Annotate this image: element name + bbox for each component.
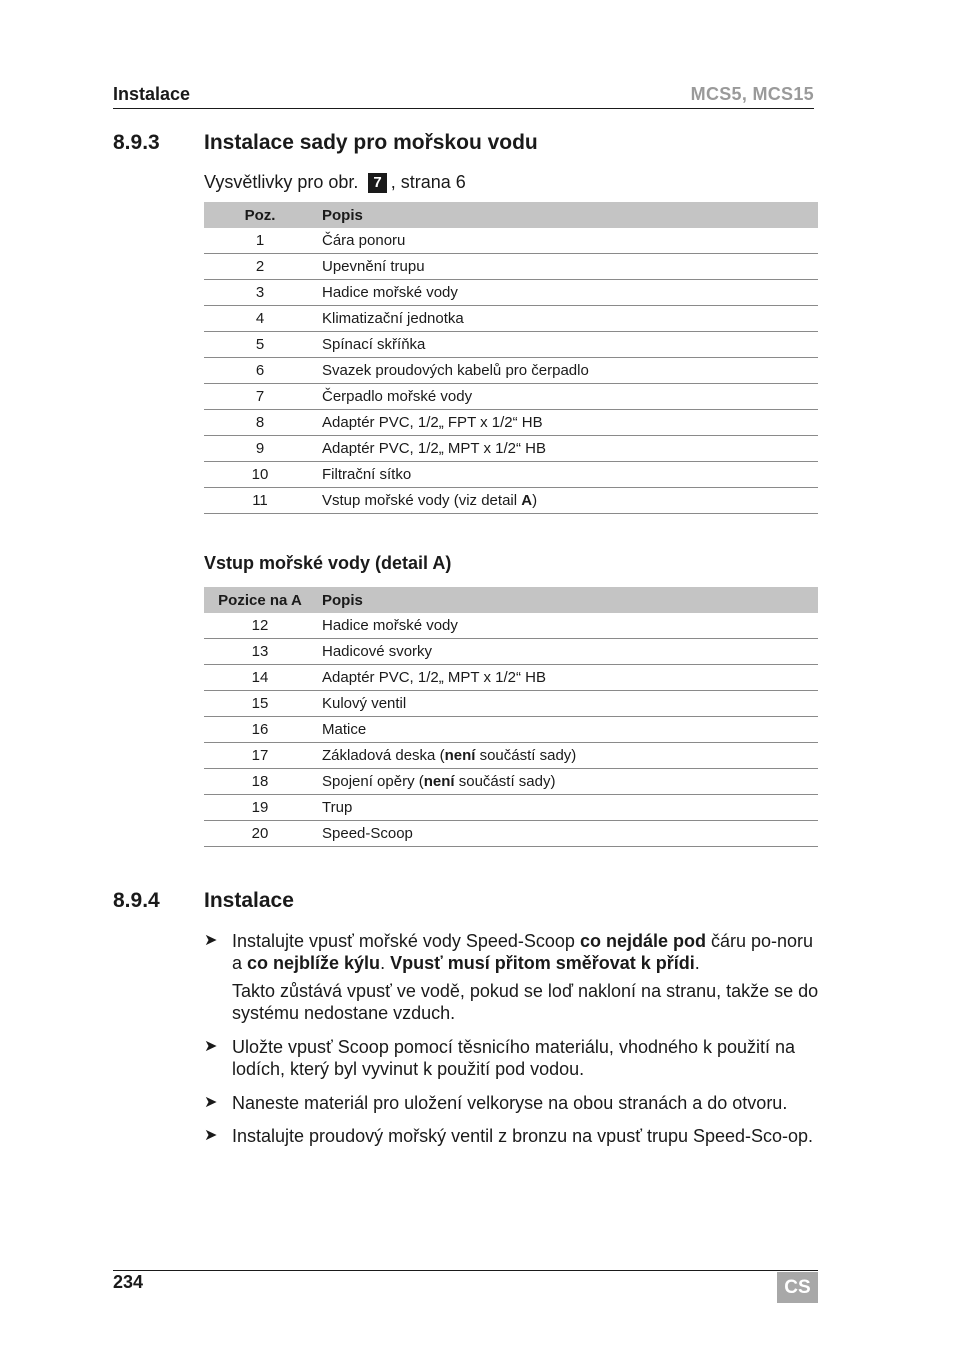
cell-bold-text: není [423,773,455,790]
bold-run: co nejblíže kýlu [247,953,381,973]
section-number: 8.9.4 [113,889,160,912]
cell-position: 8 [204,410,316,436]
table-row [204,410,818,436]
table-header-row [204,587,818,613]
cell-description: Hadice mořské vody [316,280,818,306]
bold-run: co nejdále pod [579,931,706,951]
table-row [204,769,818,795]
instruction-text [232,930,820,974]
cell-position: 20 [204,821,316,847]
cell-description: Speed-Scoop [316,821,818,847]
cell-description: Filtrační sítko [316,462,818,488]
header-divider [113,108,814,109]
cell-description: Čára ponoru [316,228,818,254]
column-header-description: Popis [316,202,818,228]
footer-divider [113,1270,818,1271]
cell-description: Adaptér PVC, 1/2„ MPT x 1/2“ HB [316,665,818,691]
cell-text: součástí sady) [475,747,577,764]
cell-position: 7 [204,384,316,410]
instruction-text: Instalujte proudový mořský ventil z bronzu na vpusť trupu Speed-Sco-op. [232,1126,814,1146]
table-header-row [204,202,818,228]
subheading-detail-a: Vstup mořské vody (detail A) [204,553,452,573]
cell-description: Upevnění trupu [316,254,818,280]
cell-bold-text: není [444,747,476,764]
cell-position: 15 [204,691,316,717]
cell-position: 13 [204,639,316,665]
cell-position: 10 [204,462,316,488]
cell-description: Hadice mořské vody [316,613,818,639]
instruction-step [204,930,820,974]
table-row [204,821,818,847]
text-run: . [380,953,391,973]
table-row [204,462,818,488]
page-number: 234 [113,1272,144,1292]
bold-run: Vpusť musí přitom směřovat k přídi [390,953,695,973]
cell-position: 18 [204,769,316,795]
table-row [204,280,818,306]
table-row [204,795,818,821]
detail-a-table [204,587,818,847]
cell-position: 17 [204,743,316,769]
cell-description [316,743,818,769]
legend-intro [204,172,466,193]
table-row [204,488,818,514]
figure-ref-badge: 7 [368,173,386,193]
running-header-model: MCS5, MCS15 [690,84,814,104]
table-row [204,639,818,665]
cell-position: 6 [204,358,316,384]
column-header-description: Popis [316,587,818,613]
cell-position: 4 [204,306,316,332]
instruction-step [204,1036,820,1080]
legend-intro-text: Vysvětlivky pro obr. [204,172,359,192]
table-row [204,436,818,462]
cell-description [316,769,818,795]
cell-description: Matice [316,717,818,743]
instruction-text: Naneste materiál pro uložení velkoryse na obou stranách a do otvoru. [232,1093,788,1113]
cell-bold-text: A [521,492,533,509]
table-row [204,358,818,384]
cell-position: 16 [204,717,316,743]
cell-description: Kulový ventil [316,691,818,717]
cell-description: Klimatizační jednotka [316,306,818,332]
cell-description [316,488,818,514]
cell-text: ) [532,492,538,509]
table-row [204,691,818,717]
cell-text: Vstup mořské vody (viz detail [322,492,522,509]
cell-position: 14 [204,665,316,691]
cell-description: Spínací skříňka [316,332,818,358]
cell-description: Adaptér PVC, 1/2„ FPT x 1/2“ HB [316,410,818,436]
table-row [204,717,818,743]
cell-position: 11 [204,488,316,514]
cell-position: 12 [204,613,316,639]
cell-text: součástí sady) [454,773,556,790]
arrow-bullet-icon: ➤ [204,1094,218,1111]
legend-intro-page: , strana 6 [390,172,466,192]
arrow-bullet-icon: ➤ [204,932,218,949]
table-row [204,613,818,639]
instruction-step [204,1092,820,1114]
column-header-position: Pozice na A [204,587,316,613]
legend-table [204,202,818,514]
table-row [204,228,818,254]
table-row [204,665,818,691]
section-title: Instalace sady pro mořskou vodu [204,131,538,154]
cell-position: 19 [204,795,316,821]
cell-position: 5 [204,332,316,358]
cell-position: 9 [204,436,316,462]
text-run: . [694,953,700,973]
cell-position: 1 [204,228,316,254]
cell-description: Trup [316,795,818,821]
text-run: čáru po-noru a [232,931,814,973]
language-tab: CS [777,1272,818,1303]
column-header-position: Poz. [204,202,316,228]
cell-description: Hadicové svorky [316,639,818,665]
cell-description: Čerpadlo mořské vody [316,384,818,410]
table-row [204,743,818,769]
table-row [204,384,818,410]
table-row [204,254,818,280]
instruction-step [204,1125,820,1147]
section-title: Instalace [204,889,294,912]
cell-description: Adaptér PVC, 1/2„ MPT x 1/2“ HB [316,436,818,462]
cell-text: Spojení opěry ( [322,773,424,790]
text-run: Instalujte vpusť mořské vody Speed-Scoop [232,931,580,951]
table-row [204,332,818,358]
running-header-section: Instalace [113,84,191,104]
arrow-bullet-icon: ➤ [204,1038,218,1055]
cell-description: Svazek proudových kabelů pro čerpadlo [316,358,818,384]
instruction-text: Uložte vpusť Scoop pomocí těsnicího materiálu, vhodného k použití na lodích, který byl vyvinut k použití pod vodou. [232,1037,796,1079]
instruction-note: Takto zůstává vpusť ve vodě, pokud se loď nakloní na stranu, takže se do systému nedostane vzduch. [232,981,819,1023]
table-row [204,306,818,332]
arrow-bullet-icon: ➤ [204,1127,218,1144]
section-number: 8.9.3 [113,131,160,154]
cell-position: 3 [204,280,316,306]
cell-text: Základová deska ( [322,747,445,764]
cell-position: 2 [204,254,316,280]
